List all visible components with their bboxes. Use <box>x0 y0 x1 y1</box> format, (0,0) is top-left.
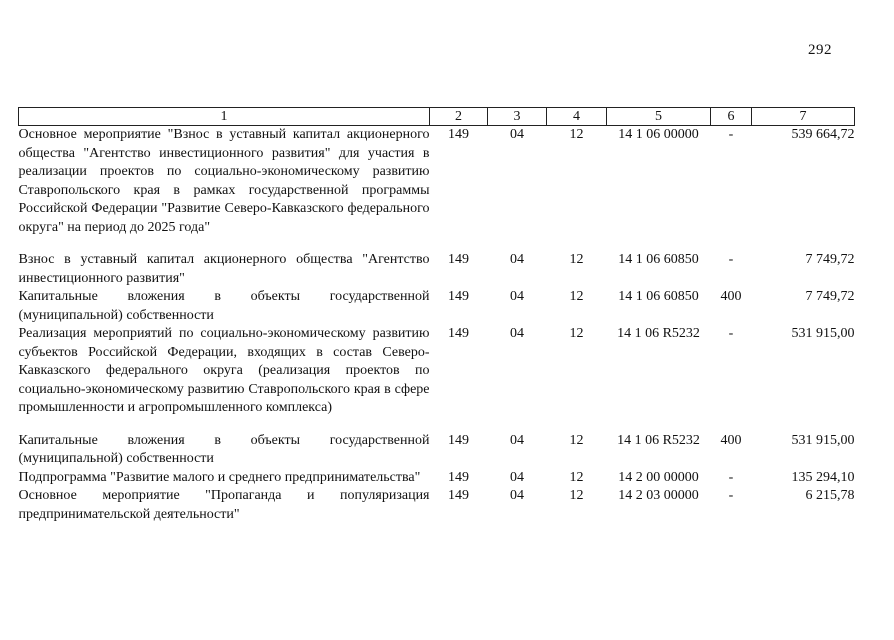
header-col-1: 1 <box>19 108 430 126</box>
row-amount: 531 915,00 <box>791 432 855 448</box>
row-target-code: 14 1 06 R5232 <box>617 432 700 448</box>
row-section: 04 <box>510 469 524 485</box>
row-description: Основное мероприятие "Пропаганда и популяризация предпринимательской деятельности" <box>18 488 430 522</box>
row-description: Капитальные вложения в объекты государственной (муниципальной) собственности <box>18 432 430 466</box>
row-section: 04 <box>510 289 524 304</box>
row-description: Основное мероприятие "Взнос в уставный капитал акционерного общества "Агентство инвестиционного развития" для участия в реализации проектов по социально-экономическому развитию Ставропольского края в рамках государственной программы Российской Федерации "Развитие Северо-Кавказского федерального округа" на период до 2025 года" <box>18 127 430 235</box>
table-header-row <box>19 108 855 126</box>
row-subsection: 12 <box>569 488 584 503</box>
row-expense-type: - <box>728 488 734 503</box>
row-subsection: 12 <box>569 252 584 267</box>
row-subsection: 12 <box>569 326 584 341</box>
row-admin-code: 149 <box>448 432 469 448</box>
row-admin-code: 149 <box>448 488 469 503</box>
table-row <box>19 469 855 488</box>
table-row <box>19 325 855 432</box>
row-amount: 7 749,72 <box>805 289 855 304</box>
row-target-code: 14 1 06 R5232 <box>617 326 700 341</box>
row-amount: 6 215,78 <box>805 488 855 503</box>
row-section: 04 <box>510 432 524 448</box>
row-expense-type: 400 <box>720 289 742 304</box>
table-row <box>19 126 855 252</box>
header-col-4: 4 <box>547 108 607 126</box>
row-admin-code: 149 <box>448 127 469 142</box>
table-row <box>19 251 855 288</box>
row-target-code: 14 2 03 00000 <box>618 488 699 503</box>
row-description: Реализация мероприятий по социально-экономическому развитию субъектов Российской Федерации, входящих в состав Северо-Кавказского федерального округа (реализация проектов по социально-экономическому развитию Ставропольского края в сфере промышленности и агропромышленного комплекса) <box>18 326 430 415</box>
row-description: Подпрограмма "Развитие малого и среднего предпринимательства" <box>18 469 421 485</box>
row-subsection: 12 <box>569 469 584 485</box>
row-admin-code: 149 <box>448 469 469 485</box>
row-amount: 531 915,00 <box>791 326 855 341</box>
table-row <box>19 432 855 469</box>
row-target-code: 14 1 06 00000 <box>618 127 699 142</box>
row-amount: 135 294,10 <box>791 469 855 485</box>
budget-table <box>18 107 855 524</box>
row-subsection: 12 <box>569 127 584 142</box>
row-target-code: 14 2 00 00000 <box>618 469 699 485</box>
table-row <box>19 487 855 524</box>
row-subsection: 12 <box>569 289 584 304</box>
row-expense-type: - <box>728 127 734 142</box>
row-admin-code: 149 <box>448 326 469 341</box>
row-amount: 539 664,72 <box>791 127 855 142</box>
row-admin-code: 149 <box>448 252 469 267</box>
table-row <box>19 288 855 325</box>
row-target-code: 14 1 06 60850 <box>618 289 699 304</box>
row-subsection: 12 <box>569 432 584 448</box>
header-col-6: 6 <box>711 108 752 126</box>
header-col-3: 3 <box>488 108 547 126</box>
page-number: 292 <box>808 42 832 58</box>
row-expense-type: - <box>728 326 734 341</box>
header-col-7: 7 <box>752 108 855 126</box>
row-section: 04 <box>510 488 524 503</box>
row-description: Капитальные вложения в объекты государственной (муниципальной) собственности <box>18 289 430 323</box>
header-col-2: 2 <box>430 108 488 126</box>
header-col-5: 5 <box>607 108 711 126</box>
row-expense-type: - <box>728 252 734 267</box>
row-section: 04 <box>510 252 524 267</box>
row-amount: 7 749,72 <box>805 252 855 267</box>
row-expense-type: 400 <box>720 432 742 448</box>
row-section: 04 <box>510 127 524 142</box>
row-expense-type: - <box>728 469 734 485</box>
row-description: Взнос в уставный капитал акционерного общества "Агентство инвестиционного развития" <box>18 252 430 286</box>
row-target-code: 14 1 06 60850 <box>618 252 699 267</box>
row-admin-code: 149 <box>448 289 469 304</box>
row-section: 04 <box>510 326 524 341</box>
